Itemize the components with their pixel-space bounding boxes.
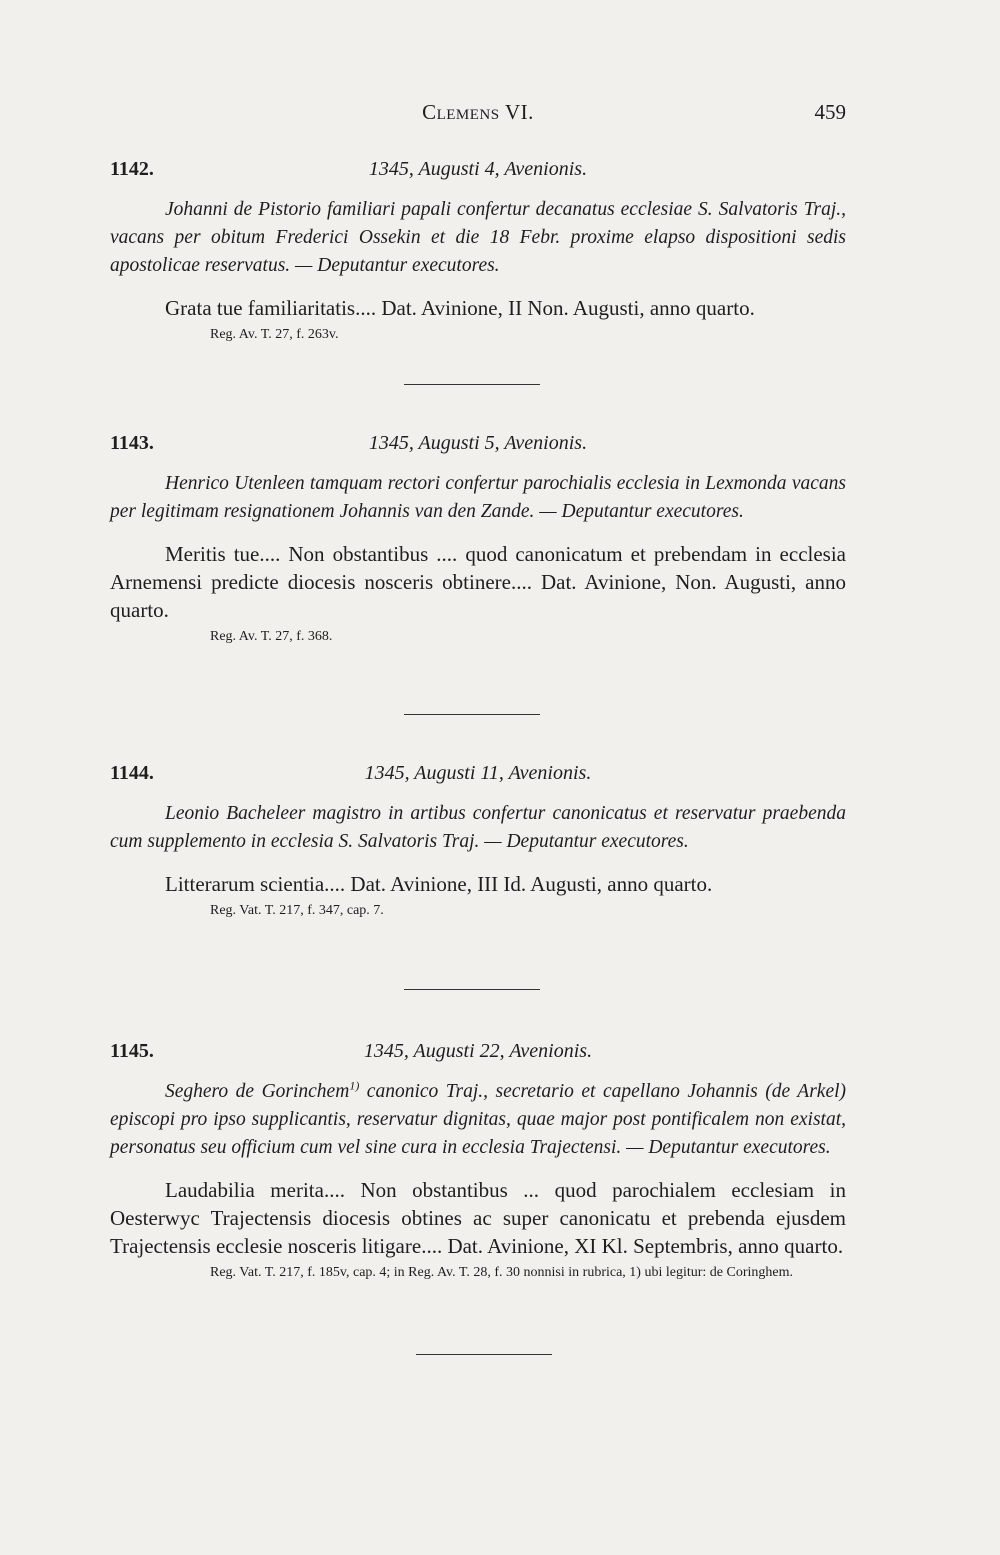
- page-header: [110, 100, 846, 130]
- entry-source: Reg. Av. T. 27, f. 263v.: [210, 327, 339, 342]
- section-divider: [404, 384, 540, 385]
- entry-text: Laudabilia merita.... Non obstantibus ... quod parochialem ecclesiam in Oesterwyc Trajectensis diocesis obtines ac super canonicatu et prebenda ejusdem Trajectensis ecclesie nosceris litigare.... Dat. Avinione, XI Kl. Septembris, anno quarto.: [110, 1178, 846, 1258]
- entry-heading: [110, 762, 846, 792]
- entry-source: Reg. Av. T. 27, f. 368.: [210, 629, 333, 644]
- section-divider: [404, 714, 540, 715]
- entry-source: Reg. Vat. T. 217, f. 185v, cap. 4; in Reg. Av. T. 28, f. 30 nonnisi in rubrica, 1) ubi legitur: de Coringhem.: [210, 1265, 793, 1280]
- entry-date: 1345, Augusti 4, Avenionis.: [368, 158, 588, 180]
- entry-number: 1144.: [110, 762, 154, 784]
- entry-regest: Leonio Bacheleer magistro in artibus confertur canonicatus et reservatur praebenda cum supplemento in ecclesia S. Salvatoris Traj. — Deputantur executores.: [110, 803, 846, 852]
- regest-remainder: canonico Traj., secretario et capellano Johannis (de Arkel) episcopi pro ipso supplicantis, reservatur dignitas, quae major post pontificalem non existat, personatus seu officium cum vel sine cura in ecclesia Trajectensi. — Deputantur executores.: [110, 1081, 847, 1158]
- entry-source: Reg. Vat. T. 217, f. 347, cap. 7.: [210, 903, 384, 918]
- section-divider: [416, 1354, 552, 1355]
- entry-regest: Johanni de Pistorio familiari papali confertur decanatus ecclesiae S. Salvatoris Traj., vacans per obitum Frederici Ossekin et die 18 Febr. proxime elapso dispositioni sedis apostolicae reservatus. — Deputantur executores.: [110, 199, 846, 276]
- entry-1142: [110, 158, 846, 346]
- entry-number: 1143.: [110, 432, 154, 454]
- entry-date: 1345, Augusti 11, Avenionis.: [364, 762, 592, 784]
- section-divider: [404, 989, 540, 990]
- entry-1145: [110, 1040, 846, 1284]
- entry-heading: [110, 1040, 846, 1070]
- entry-text: Litterarum scientia.... Dat. Avinione, III Id. Augusti, anno quarto.: [165, 872, 713, 896]
- entry-number: 1145.: [110, 1040, 154, 1062]
- page-number: 459: [814, 100, 846, 124]
- entry-regest: Henrico Utenleen tamquam rectori confertur parochialis ecclesia in Lexmonda vacans per legitimam resignationem Johannis van den Zande. — Deputantur executores.: [110, 473, 846, 522]
- entry-heading: [110, 432, 846, 462]
- entry-1144: [110, 762, 846, 922]
- entry-regest: [110, 1078, 846, 1162]
- running-title: Clemens VI.: [422, 100, 534, 124]
- entry-date: 1345, Augusti 5, Avenionis.: [368, 432, 588, 454]
- entry-1143: [110, 432, 846, 648]
- entry-text: Meritis tue.... Non obstantibus .... quod canonicatum et prebendam in ecclesia Arnemensi predicte diocesis nosceris obtinere.... Dat. Avinione, Non. Augusti, anno quarto.: [110, 542, 846, 622]
- regest-name: Seghero de Gorinchem: [165, 1081, 350, 1102]
- entry-number: 1142.: [110, 158, 154, 180]
- footnote-marker: 1): [349, 1078, 360, 1093]
- entry-heading: [110, 158, 846, 188]
- entry-text: Grata tue familiaritatis.... Dat. Avinione, II Non. Augusti, anno quarto.: [165, 296, 755, 320]
- entry-date: 1345, Augusti 22, Avenionis.: [363, 1040, 593, 1062]
